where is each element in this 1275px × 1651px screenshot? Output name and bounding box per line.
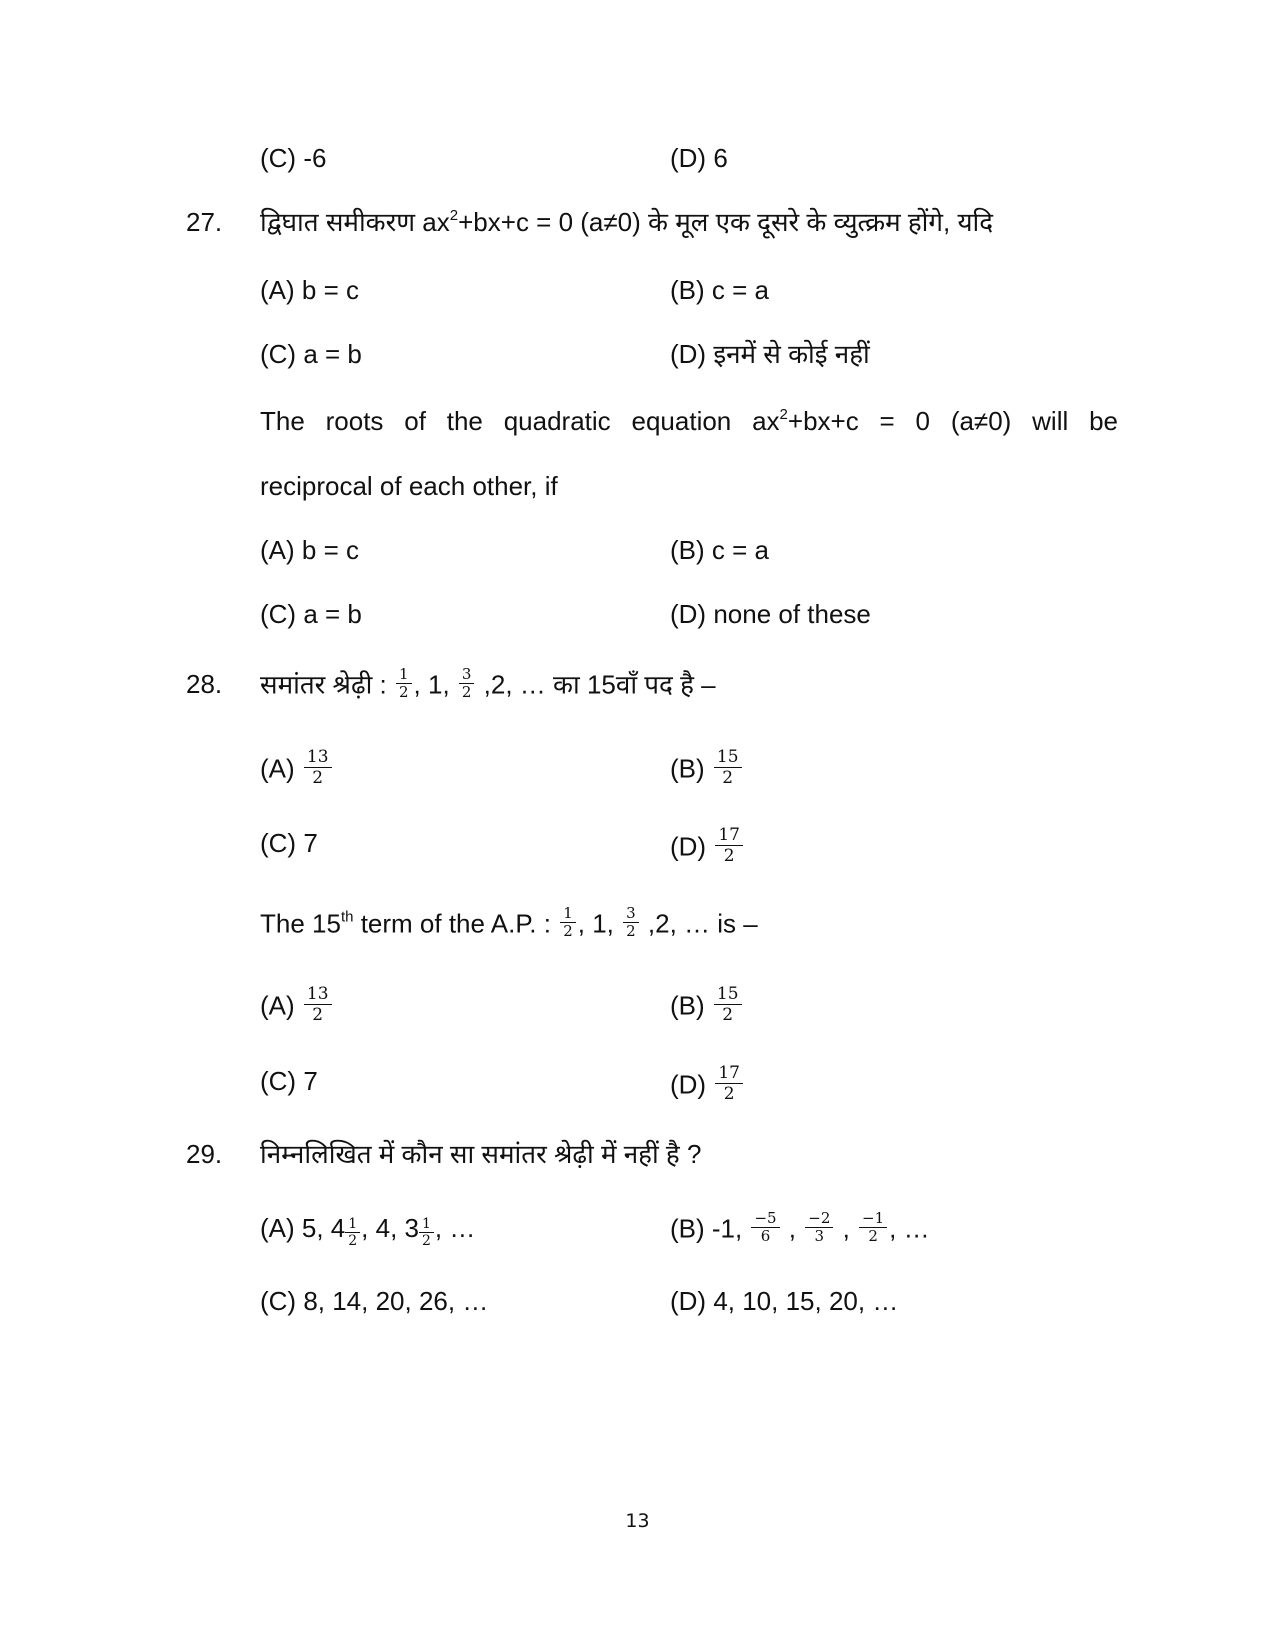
- q26-option-c: (C) -6: [260, 143, 327, 173]
- q28-en-option-b: (B) $\frac{15}{2}$: [670, 987, 744, 1028]
- q28-hi-option-c: (C) 7: [260, 828, 318, 858]
- fraction: $\frac{15}{2}$: [714, 984, 742, 1025]
- q27-english-stem-line1: The roots of the quadratic equation $ax^2+bx+c$ = 0 (a≠0) will be: [260, 406, 1118, 436]
- q29-number: 29.: [186, 1139, 223, 1169]
- q26-option-d: (D) 6: [670, 143, 728, 173]
- q27-hi-option-a: (A) b = c: [260, 275, 359, 305]
- fraction: $\frac{3}{2}$: [459, 666, 475, 701]
- q27-number: 27.: [186, 207, 223, 237]
- q28-en-option-a: (A) $\frac{13}{2}$: [260, 987, 334, 1028]
- fraction: $\frac{17}{2}$: [715, 1063, 743, 1104]
- q27-en-option-c: (C) a = b: [260, 599, 362, 629]
- q28-hindi-stem: समांतर श्रेढ़ी : $\frac{1}{2}$ , 1, $\frac{3}{2}$ ,2, … का 15वाँ पद है –: [260, 665, 716, 701]
- fraction: $\frac{13}{2}$: [304, 984, 332, 1025]
- q28-en-option-d: (D) $\frac{17}{2}$: [670, 1066, 745, 1107]
- fraction: $\frac{17}{2}$: [715, 825, 743, 866]
- fraction: $\frac{15}{2}$: [714, 747, 742, 788]
- q28-english-stem: The 15th term of the A.P. : $\frac{1}{2}$ , 1, $\frac{3}{2}$ ,2, … is –: [260, 904, 758, 940]
- q27-hi-option-b: (B) c = a: [670, 275, 769, 305]
- q29-option-c: (C) 8, 14, 20, 26, …: [260, 1286, 489, 1316]
- fraction: $\frac{1}{2}$: [419, 1216, 434, 1249]
- fraction: $\frac{1}{2}$: [396, 666, 412, 701]
- q28-hi-option-b: (B) $\frac{15}{2}$: [670, 750, 744, 791]
- q29-option-b: (B) -1, $\frac{-5}{6}$ , $\frac{-2}{3}$ , $\frac{-1}{2}$ , …: [670, 1209, 930, 1245]
- q28-hi-option-a: (A) $\frac{13}{2}$: [260, 750, 334, 791]
- fraction: $\frac{1}{2}$: [345, 1216, 360, 1249]
- fraction: $\frac{3}{2}$: [623, 905, 639, 940]
- q29-stem: निम्नलिखित में कौन सा समांतर श्रेढ़ी में नहीं है ?: [260, 1139, 702, 1169]
- q28-number: 28.: [186, 669, 223, 699]
- q28-en-option-c: (C) 7: [260, 1066, 318, 1096]
- q27-hindi-stem: द्विघात समीकरण $ax^2+bx+c = 0$ (a≠0) के मूल एक दूसरे के व्युत्क्रम होंगे, यदि: [260, 207, 994, 237]
- q27-hi-option-d: (D) इनमें से कोई नहीं: [670, 339, 870, 369]
- q27-english-stem-line2: reciprocal of each other, if: [260, 471, 558, 501]
- q27-en-option-b: (B) c = a: [670, 535, 769, 565]
- q27-en-option-a: (A) b = c: [260, 535, 359, 565]
- fraction: $\frac{-5}{6}$: [751, 1210, 779, 1245]
- q29-option-d: (D) 4, 10, 15, 20, …: [670, 1286, 899, 1316]
- fraction: $\frac{-2}{3}$: [805, 1210, 833, 1245]
- q28-hi-option-d: (D) $\frac{17}{2}$: [670, 828, 745, 869]
- fraction: $\frac{13}{2}$: [304, 747, 332, 788]
- q29-option-a: (A) 5, 4 $\frac{1}{2}$ , 4, 3 $\frac{1}{2}$ , …: [260, 1213, 476, 1249]
- q27-hi-option-c: (C) a = b: [260, 339, 362, 369]
- page-number: 13: [625, 1510, 650, 1532]
- q27-en-option-d: (D) none of these: [670, 599, 871, 629]
- fraction: $\frac{-1}{2}$: [859, 1210, 887, 1245]
- fraction: $\frac{1}{2}$: [560, 905, 576, 940]
